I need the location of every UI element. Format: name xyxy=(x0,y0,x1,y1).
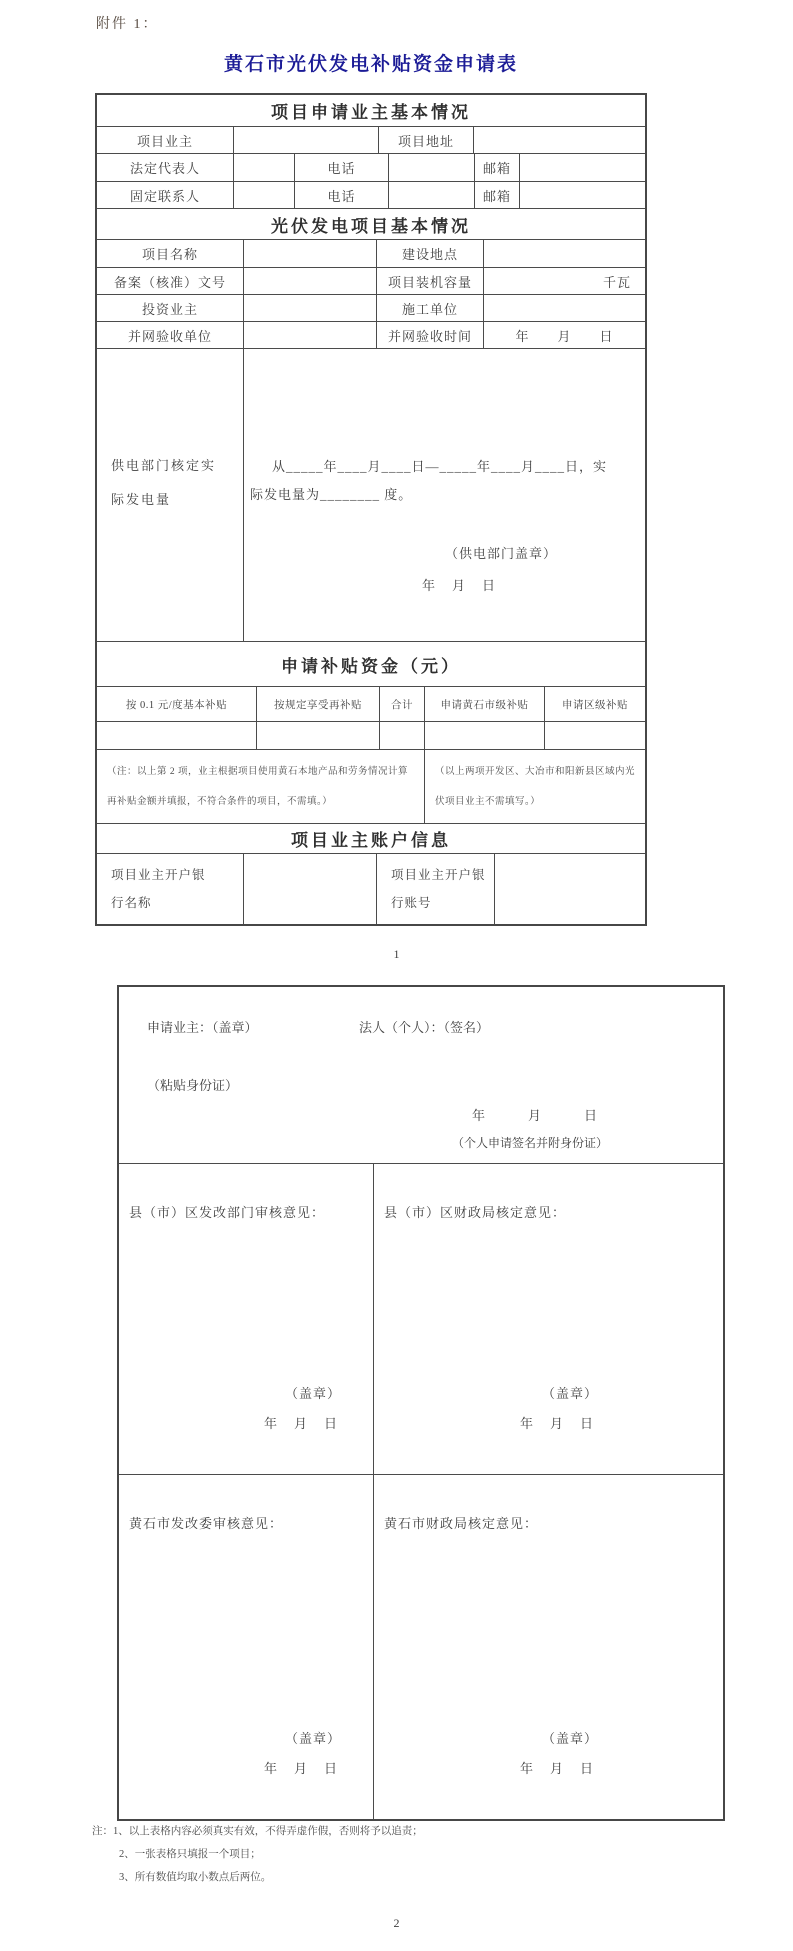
legal-rep-label: 法定代表人 xyxy=(97,154,234,181)
bank-name-label: 项目业主开户银行名称 xyxy=(111,868,206,910)
signature-date-line: 年 月 日 xyxy=(472,1108,599,1123)
section-project-basic-info xyxy=(97,209,645,240)
record-no-value-cell xyxy=(244,268,377,294)
grid-accept-unit-label: 并网验收单位 xyxy=(97,322,244,348)
build-site-value-cell xyxy=(484,240,645,267)
subsidy-note-left: （注：以上第 2 项，业主根据项目使用黄石本地产品和劳务情况计算再补贴金额并填报，不符合条件的项目，不需填。） xyxy=(97,750,425,823)
approval-grid-row-1 xyxy=(119,1164,723,1475)
form-footnotes xyxy=(92,1820,712,1889)
bank-name-label-cell xyxy=(97,854,244,924)
power-check-label-cell xyxy=(97,349,244,641)
project-address-value-cell xyxy=(474,127,645,153)
row-subsidy-notes xyxy=(97,750,645,824)
subsidy-header-total: 合计 xyxy=(380,687,425,721)
legal-rep-value-cell xyxy=(234,154,295,181)
row-bank-account xyxy=(97,854,645,924)
row-project-owner xyxy=(97,127,645,154)
capacity-unit: 千瓦 xyxy=(602,274,631,290)
attachment-label: 附件 1： xyxy=(96,17,159,32)
grid-accept-unit-value-cell xyxy=(244,322,377,348)
row-legal-representative xyxy=(97,154,645,182)
approval-cell-county-drc xyxy=(119,1164,374,1474)
county-drc-opinion-title: 县（市）区发改部门审核意见： xyxy=(129,1205,326,1220)
row-subsidy-headers xyxy=(97,687,645,722)
investor-label: 投资业主 xyxy=(97,295,244,321)
builder-label: 施工单位 xyxy=(377,295,484,321)
row-record-number xyxy=(97,268,645,295)
grid-accept-time-label: 并网验收时间 xyxy=(377,322,484,348)
section-title-subsidy: 申请补贴资金（元） xyxy=(281,656,461,676)
power-check-content-cell xyxy=(244,349,645,641)
city-drc-opinion-title: 黄石市发改委审核意见： xyxy=(129,1516,284,1531)
county-drc-stamp-hint: （盖章） xyxy=(284,1386,341,1401)
approval-cell-city-finance xyxy=(374,1475,723,1819)
section-account-info xyxy=(97,824,645,854)
bank-account-label: 项目业主开户银行账号 xyxy=(391,868,486,910)
footnote-1: 注：1、以上表格内容必须真实有效，不得弄虚作假，否则将予以追责； xyxy=(92,1826,423,1837)
capacity-label: 项目装机容量 xyxy=(377,268,484,294)
subsidy-header-city: 申请黄石市级补贴 xyxy=(425,687,545,721)
project-owner-value-cell xyxy=(234,127,379,153)
section-title-account: 项目业主账户信息 xyxy=(291,831,451,850)
individual-sign-note: （个人申请签名并附身份证） xyxy=(452,1136,609,1150)
bank-name-value-cell xyxy=(244,854,377,924)
fixed-contact-email-value-cell xyxy=(520,182,645,208)
page-title: 黄石市光伏发电补贴资金申请表 xyxy=(223,54,518,75)
county-finance-stamp-hint: （盖章） xyxy=(541,1386,598,1401)
legal-rep-phone-label: 电话 xyxy=(295,154,389,181)
application-form-table xyxy=(95,93,647,926)
approval-grid-row-2 xyxy=(119,1475,723,1819)
legal-person-sign-label: 法人（个人）：（签名） xyxy=(359,1020,490,1035)
subsidy-basic-value-cell xyxy=(97,722,257,749)
subsidy-extra-value-cell xyxy=(257,722,380,749)
county-drc-date-line: 年 月 日 xyxy=(263,1416,339,1431)
signature-box xyxy=(119,987,723,1164)
legal-rep-email-label: 邮箱 xyxy=(475,154,520,181)
subsidy-header-basic: 按 0.1 元/度基本补贴 xyxy=(97,687,257,721)
fixed-contact-email-label: 邮箱 xyxy=(475,182,520,208)
subsidy-district-value-cell xyxy=(545,722,645,749)
county-finance-date-line: 年 月 日 xyxy=(519,1416,595,1431)
bank-account-value-cell xyxy=(495,854,645,924)
subsidy-header-extra: 按规定享受再补贴 xyxy=(257,687,380,721)
section-owner-basic-info xyxy=(97,95,645,127)
row-subsidy-values xyxy=(97,722,645,750)
power-dept-stamp-hint: （供电部门盖章） xyxy=(444,546,557,561)
county-finance-opinion-title: 县（市）区财政局核定意见： xyxy=(384,1205,567,1220)
section-title-project-info: 光伏发电项目基本情况 xyxy=(271,216,471,236)
row-fixed-contact xyxy=(97,182,645,209)
approval-form-table xyxy=(117,985,725,1821)
approval-cell-city-drc xyxy=(119,1475,374,1819)
project-owner-label: 项目业主 xyxy=(97,127,234,153)
city-finance-opinion-title: 黄石市财政局核定意见： xyxy=(384,1516,539,1531)
legal-rep-phone-value-cell xyxy=(389,154,475,181)
project-name-label: 项目名称 xyxy=(97,240,244,267)
subsidy-city-value-cell xyxy=(425,722,545,749)
section-subsidy xyxy=(97,642,645,687)
power-dept-date: 年 月 日 xyxy=(421,578,497,593)
grid-accept-time-value: 年 月 日 xyxy=(515,328,614,344)
page-number-2: 2 xyxy=(393,1916,400,1930)
build-site-label: 建设地点 xyxy=(377,240,484,267)
city-finance-date-line: 年 月 日 xyxy=(519,1761,595,1776)
subsidy-total-value-cell xyxy=(380,722,425,749)
builder-value-cell xyxy=(484,295,645,321)
row-project-name xyxy=(97,240,645,268)
row-power-verification xyxy=(97,349,645,642)
page-number-1: 1 xyxy=(393,947,400,961)
subsidy-note-right: （以上两项开发区、大冶市和阳新县区域内光伏项目业主不需填写。） xyxy=(435,766,636,807)
city-drc-stamp-hint: （盖章） xyxy=(284,1731,341,1746)
city-drc-date-line: 年 月 日 xyxy=(263,1761,339,1776)
power-check-label: 供电部门核定实际发电量 xyxy=(111,458,217,507)
fixed-contact-value-cell xyxy=(234,182,295,208)
paste-id-card-label: （粘贴身份证） xyxy=(147,1078,239,1093)
project-address-label: 项目地址 xyxy=(379,127,474,153)
fixed-contact-phone-value-cell xyxy=(389,182,475,208)
legal-rep-email-value-cell xyxy=(520,154,645,181)
fixed-contact-phone-label: 电话 xyxy=(295,182,389,208)
fixed-contact-label: 固定联系人 xyxy=(97,182,234,208)
footnote-2: 2、一张表格只填报一个项目； xyxy=(119,1849,261,1860)
row-investor xyxy=(97,295,645,322)
footnote-3: 3、所有数值均取小数点后两位。 xyxy=(119,1872,272,1883)
approval-cell-county-finance xyxy=(374,1164,723,1474)
section-title-owner-info: 项目申请业主基本情况 xyxy=(271,103,471,122)
applicant-owner-stamp-label: 申请业主：（盖章） xyxy=(147,1020,258,1035)
investor-value-cell xyxy=(244,295,377,321)
city-finance-stamp-hint: （盖章） xyxy=(541,1731,598,1746)
subsidy-header-district: 申请区级补贴 xyxy=(562,699,628,711)
project-name-value-cell xyxy=(244,240,377,267)
power-check-line2: 际发电量为________ 度。 xyxy=(250,487,413,502)
row-grid-acceptance xyxy=(97,322,645,349)
record-no-label: 备案（核准）文号 xyxy=(97,268,244,294)
bank-account-label-cell xyxy=(377,854,495,924)
power-check-line1: 从_____年____月____日—_____年____月____日，实 xyxy=(272,459,608,474)
